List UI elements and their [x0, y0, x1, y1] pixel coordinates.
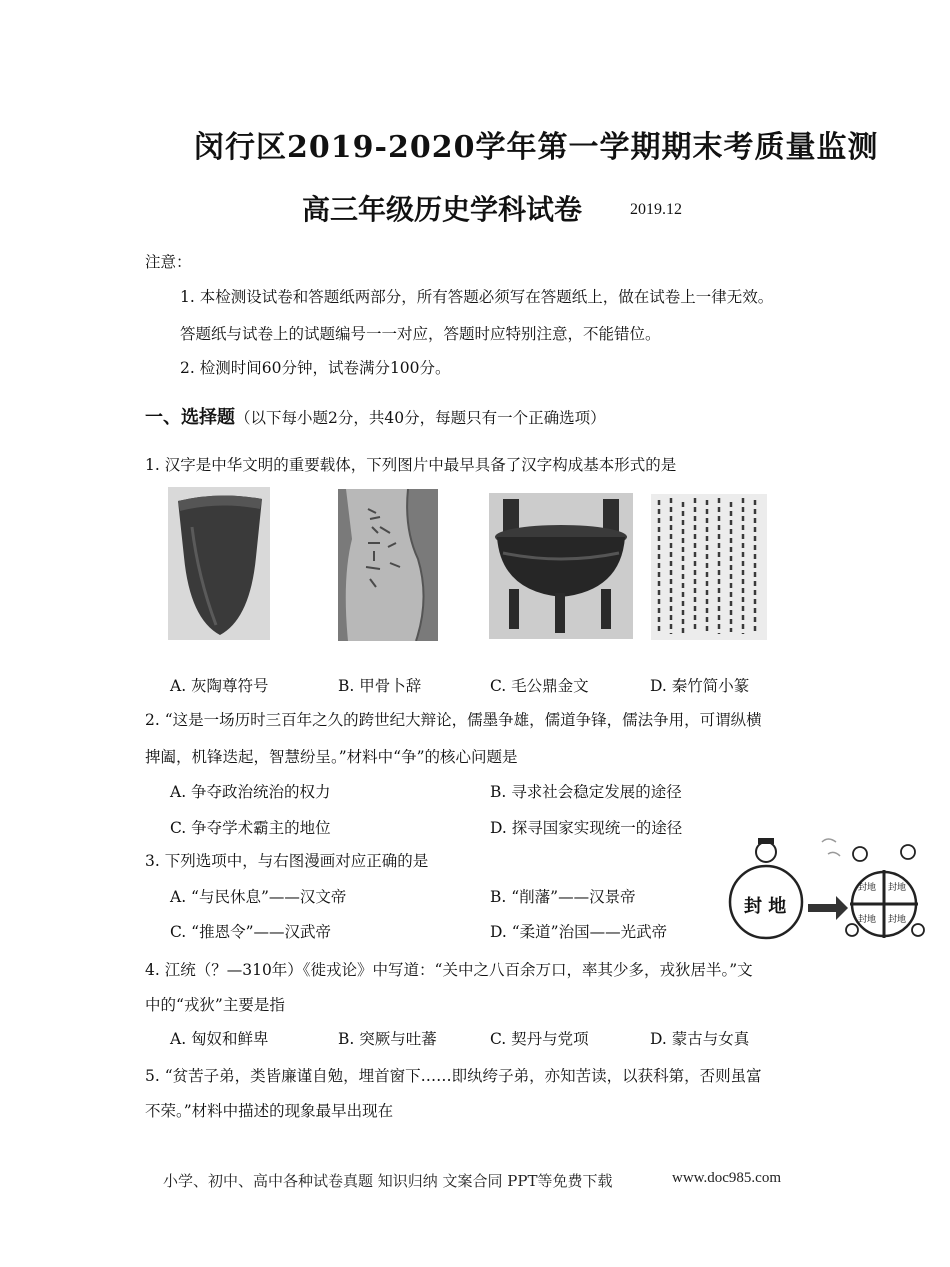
q2-option-c: C. 争夺学术霸主的地位 — [170, 819, 331, 837]
q4-option-c: C. 契丹与党项 — [490, 1030, 589, 1048]
bronze-ding-icon — [489, 493, 633, 639]
q1-option-d: D. 秦竹简小篆 — [650, 677, 750, 695]
page-subtitle: 高三年级历史学科试卷 — [302, 193, 583, 226]
q2-option-b: B. 寻求社会稳定发展的途径 — [490, 783, 682, 801]
notice-line-3: 2. 检测时间60分钟，试卷满分100分。 — [180, 359, 451, 377]
footer-url[interactable]: www.doc985.com — [672, 1170, 782, 1186]
q4-stem-line-2: 中的“戎狄”主要是指 — [145, 996, 285, 1014]
q4-stem-line-1: 4. 江统（？—310年）《徙戎论》中写道：“关中之八百余万口，率其少多，戎狄居半。”文 — [145, 961, 753, 979]
section-title: 一、选择题 — [145, 407, 235, 428]
cartoon-piece-4: 封地 — [888, 915, 907, 925]
page-title: 闵行区2019-2020学年第一学期期末考质量监测 — [194, 130, 879, 165]
q1-image-bamboo-slips — [651, 494, 767, 640]
q3-option-d: D. “柔道”治国——光武帝 — [490, 923, 668, 941]
q5-stem-line-2: 不荣。”材料中描述的现象最早出现在 — [145, 1102, 394, 1120]
q3-cartoon — [724, 832, 932, 944]
notice-line-2: 答题纸与试卷上的试题编号一一对应，答题时应特别注意，不能错位。 — [180, 325, 661, 343]
pottery-vessel-icon — [168, 487, 270, 640]
q1-option-c: C. 毛公鼎金文 — [490, 677, 589, 695]
oracle-bone-icon — [338, 489, 438, 641]
q3-option-a: A. “与民休息”——汉文帝 — [170, 888, 347, 906]
exam-date: 2019.12 — [630, 201, 682, 218]
q1-stem: 1. 汉字是中华文明的重要载体，下列图片中最早具备了汉字构成基本形式的是 — [145, 456, 677, 474]
q2-stem-line-1: 2. “这是一场历时三百年之久的跨世纪大辩论，儒墨争雄，儒道争锋，儒法争用，可谓纵横 — [145, 711, 762, 729]
section-note: （以下每小题2分，共40分，每题只有一个正确选项） — [235, 409, 606, 427]
cartoon-piece-2: 封地 — [888, 883, 907, 893]
q3-option-b: B. “削藩”——汉景帝 — [490, 888, 636, 906]
q2-option-d: D. 探寻国家实现统一的途径 — [490, 819, 683, 837]
cartoon-bag-label: 封 地 — [744, 896, 787, 917]
section-heading — [145, 403, 606, 429]
q1-image-bronze-ding — [489, 493, 633, 639]
q1-option-b: B. 甲骨卜辞 — [338, 677, 422, 695]
q2-option-a: A. 争夺政治统治的权力 — [170, 783, 331, 801]
q3-stem: 3. 下列选项中，与右图漫画对应正确的是 — [145, 852, 429, 870]
q3-option-c: C. “推恩令”——汉武帝 — [170, 923, 332, 941]
q1-image-oracle-bone — [338, 489, 438, 641]
q5-stem-line-1: 5. “贫苦子弟，类皆廉谨自勉，埋首窗下……即纨绔子弟，亦知苦读，以获科第，否则虽富 — [145, 1067, 762, 1085]
cartoon-piece-1: 封地 — [858, 883, 877, 893]
q2-stem-line-2: 捭阖，机锋迭起，智慧纷呈。”材料中“争”的核心问题是 — [145, 748, 518, 766]
q4-option-d: D. 蒙古与女真 — [650, 1030, 750, 1048]
cartoon-piece-3: 封地 — [858, 915, 877, 925]
q1-option-a: A. 灰陶尊符号 — [170, 677, 269, 695]
q4-option-a: A. 匈奴和鲜卑 — [170, 1030, 269, 1048]
notice-label: 注意： — [145, 253, 192, 271]
footer-text: 小学、初中、高中各种试卷真题 知识归纳 文案合同 PPT等免费下载 — [163, 1172, 613, 1190]
bamboo-slips-icon — [651, 494, 767, 640]
notice-line-1: 1. 本检测设试卷和答题纸两部分，所有答题必须写在答题纸上，做在试卷上一律无效。 — [180, 288, 774, 306]
q1-image-pottery — [168, 487, 270, 640]
q4-option-b: B. 突厥与吐蕃 — [338, 1030, 437, 1048]
